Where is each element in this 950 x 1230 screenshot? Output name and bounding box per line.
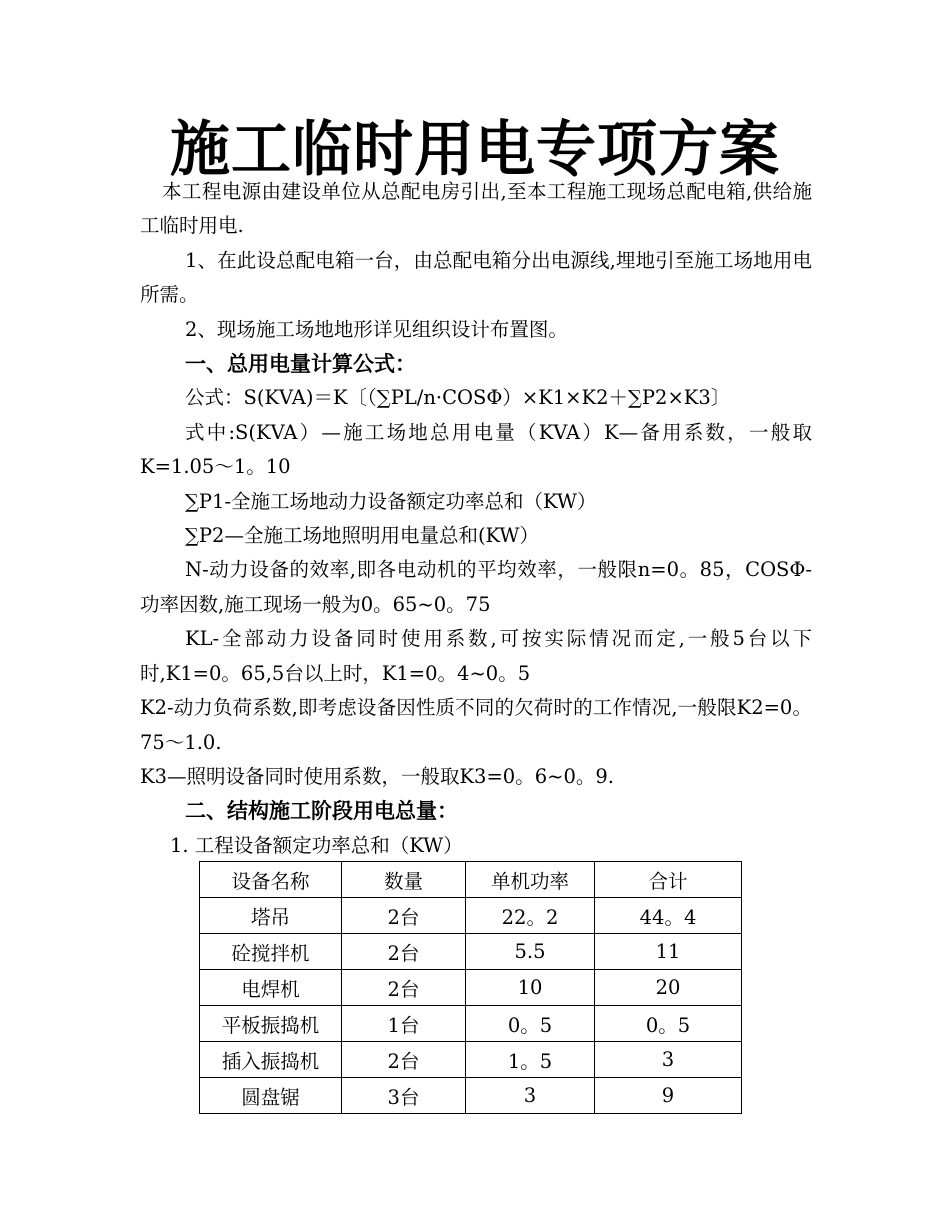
table-cell: 塔吊 — [200, 898, 342, 934]
table-cell: 10 — [466, 970, 595, 1006]
table-row — [200, 1078, 742, 1114]
list-item: 1. 工程设备额定功率总和（KW） — [170, 833, 463, 857]
table-cell: 圆盘锯 — [200, 1078, 342, 1114]
table-row — [200, 1042, 742, 1078]
table-header-cell: 合计 — [595, 862, 742, 898]
table-header-cell: 设备名称 — [200, 862, 342, 898]
table-cell: 0。5 — [466, 1006, 595, 1042]
table-cell: 9 — [595, 1078, 742, 1114]
paragraph-2: 2、现场施工场地地形详见组织设计布置图。 — [185, 317, 568, 341]
table-cell: 5.5 — [466, 934, 595, 970]
table-cell: 3台 — [342, 1078, 466, 1114]
table-header-row — [200, 862, 742, 898]
definition-line: ∑P1-全施工场地动力设备额定功率总和（KW） — [185, 489, 597, 513]
definition-line: N-动力设备的效率,即各电动机的平均效率，一般限n=0。85，COSΦ-功率因数,施工现场一般为0。65~0。75 — [140, 558, 812, 616]
table-cell: 20 — [595, 970, 742, 1006]
equipment-table — [199, 861, 742, 1114]
page-title: 施工临时用电专项方案 — [170, 115, 780, 185]
table-cell: 0。5 — [595, 1006, 742, 1042]
table-cell: 2台 — [342, 934, 466, 970]
table-row — [200, 1006, 742, 1042]
table-cell: 1。5 — [466, 1042, 595, 1078]
table-cell: 砼搅拌机 — [200, 934, 342, 970]
table-cell: 1台 — [342, 1006, 466, 1042]
table-cell: 11 — [595, 934, 742, 970]
section-2-heading: 二、结构施工阶段用电总量： — [185, 798, 458, 824]
document-body — [140, 175, 812, 863]
definition-line: ∑P2—全施工场地照明用电量总和(KW） — [185, 524, 539, 548]
section-1-heading: 一、总用电量计算公式： — [185, 351, 416, 377]
definition-line: K3—照明设备同时使用系数，一般取K3=0。6~0。9. — [140, 764, 614, 788]
table-cell: 2台 — [342, 970, 466, 1006]
table-cell: 插入振捣机 — [200, 1042, 342, 1078]
paragraph-1: 1、在此设总配电箱一台，由总配电箱分出电源线,埋地引至施工场地用电所需。 — [140, 248, 812, 307]
table-cell: 电焊机 — [200, 970, 342, 1006]
formula: 公式：S(KVA)＝K〔（∑PL/n·COSΦ）×K1×K2＋∑P2×K3〕 — [185, 386, 731, 410]
table-header-cell: 数量 — [342, 862, 466, 898]
table-cell: 44。4 — [595, 898, 742, 934]
table-cell: 3 — [595, 1042, 742, 1078]
table-header-cell: 单机功率 — [466, 862, 595, 898]
definition-line: 式中:S(KVA）—施工场地总用电量（KVA）K—备用系数，一般取K=1.05～1。10 — [140, 420, 812, 479]
table-cell: 3 — [466, 1078, 595, 1114]
table-row — [200, 934, 742, 970]
intro-paragraph: 本工程电源由建设单位从总配电房引出,至本工程施工现场总配电箱,供给施工临时用电. — [140, 180, 812, 238]
table-row — [200, 898, 742, 934]
table-row — [200, 970, 742, 1006]
table-cell: 2台 — [342, 898, 466, 934]
table-cell: 22。2 — [466, 898, 595, 934]
definition-line: K2-动力负荷系数,即考虑设备因性质不同的欠荷时的工作情况,一般限K2=0。75～1.0. — [140, 696, 812, 754]
table-cell: 平板振捣机 — [200, 1006, 342, 1042]
definition-line: KL-全部动力设备同时使用系数,可按实际情况而定,一般5台以下时,K1=0。65,5台以上时，K1=0。4~0。5 — [140, 627, 812, 685]
table-cell: 2台 — [342, 1042, 466, 1078]
